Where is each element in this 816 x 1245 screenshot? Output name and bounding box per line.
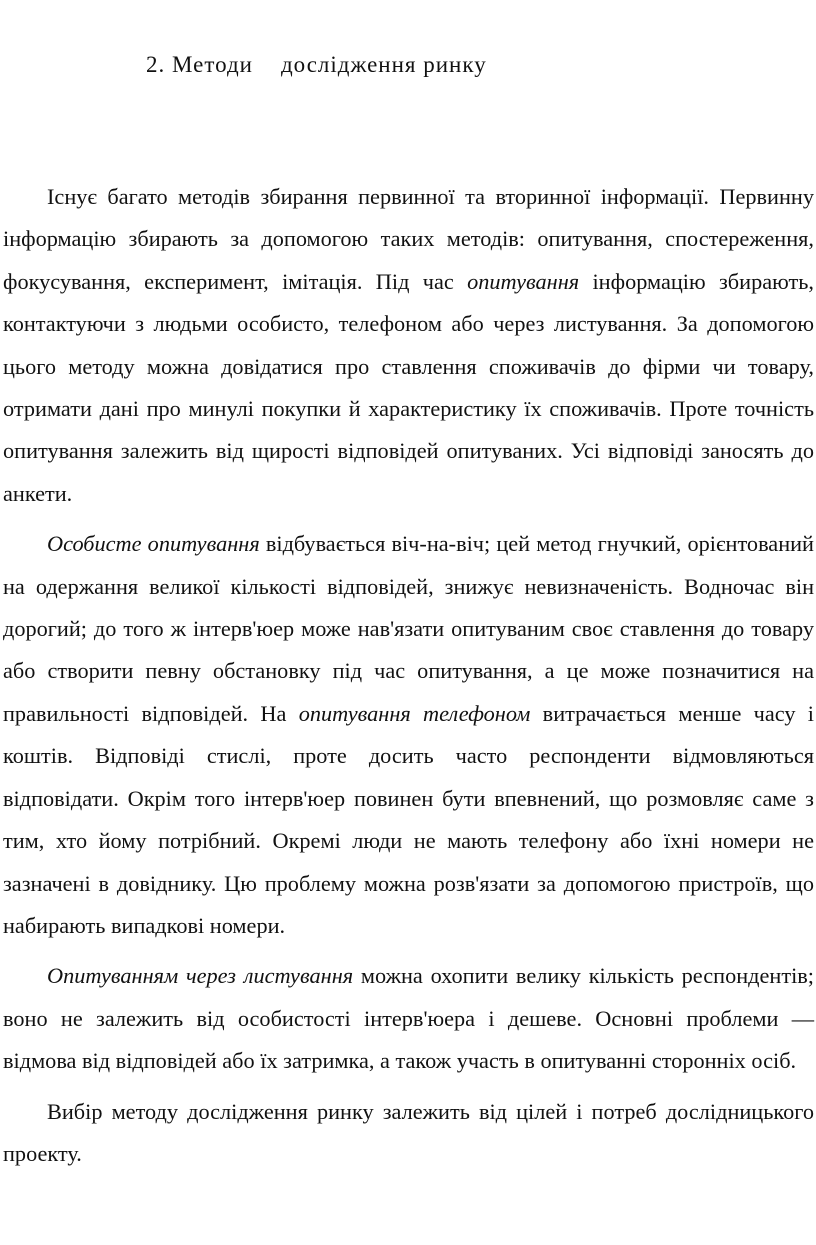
heading-number: 2. — [146, 52, 166, 77]
section-heading — [146, 52, 487, 78]
body-text — [3, 176, 814, 1175]
paragraph-4 — [3, 1091, 814, 1176]
paragraph-3-emphasis: Опитуванням через листування — [47, 963, 354, 989]
paragraph-1-emphasis: опитування — [467, 268, 580, 294]
paragraph-1 — [3, 176, 814, 515]
paragraph-2-emphasis-2: опитування телефоном — [298, 700, 531, 726]
paragraph-2-text-end: витрачається менше часу і коштів. Відповіді стислі, проте досить часто респонденти відмовляються відповідати. Окрім того інтерв'юер повинен бути впевнений, що розмовляє саме з тим, хто йому потрібний. Окремі люди не мають телефону або їхні номери не зазначені в довіднику. Цю проблему можна розв'язати за допомогою пристроїв, що набирають випадкові номери. — [3, 700, 814, 938]
paragraph-3 — [3, 955, 814, 1082]
paragraph-2 — [3, 523, 814, 947]
paragraph-4-text: Вибір методу дослідження ринку залежить від цілей і потреб дослідницького проекту. — [3, 1098, 814, 1166]
paragraph-1-text: Існує багато методів збирання первинної та вторинної інформації. Первинну інформацію збирають за допомогою таких методів: опитування, спостереження, фокусування, експеримент, імітація. Під час — [3, 184, 814, 294]
paragraph-2-text: відбувається віч-на-віч; цей метод гнучкий, орієнтований на одержання великої кількості відповідей, знижує невизначеність. Водночас він дорогий; до того ж інтерв'юер може нав'язати опитуваним своє ставлення до товару або створити певну обстановку під час опитування, а це може позначитися на правильності відповідей. На — [3, 531, 814, 726]
heading-word-methods: Методи — [172, 52, 253, 77]
paragraph-2-emphasis: Особисте опитування — [47, 531, 260, 557]
paragraph-1-text-end: інформацію збирають, контактуючи з людьми особисто, телефоном або через листування. За допомогою цього методу можна довідатися про ставлення споживачів до фірми чи товару, отримати дані про минулі покупки й характеристику їх споживачів. Проте точність опитування залежить від щирості відповідей опитуваних. Усі відповіді заносять до анкети. — [3, 268, 814, 506]
heading-rest: дослідження ринку — [280, 52, 487, 77]
paragraph-3-text: можна охопити велику кількість респондентів; воно не залежить від особистості інтерв'юера і дешеве. Основні проблеми — відмова від відповідей або їх затримка, а також участь в опитуванні сторонніх осіб. — [3, 963, 814, 1074]
